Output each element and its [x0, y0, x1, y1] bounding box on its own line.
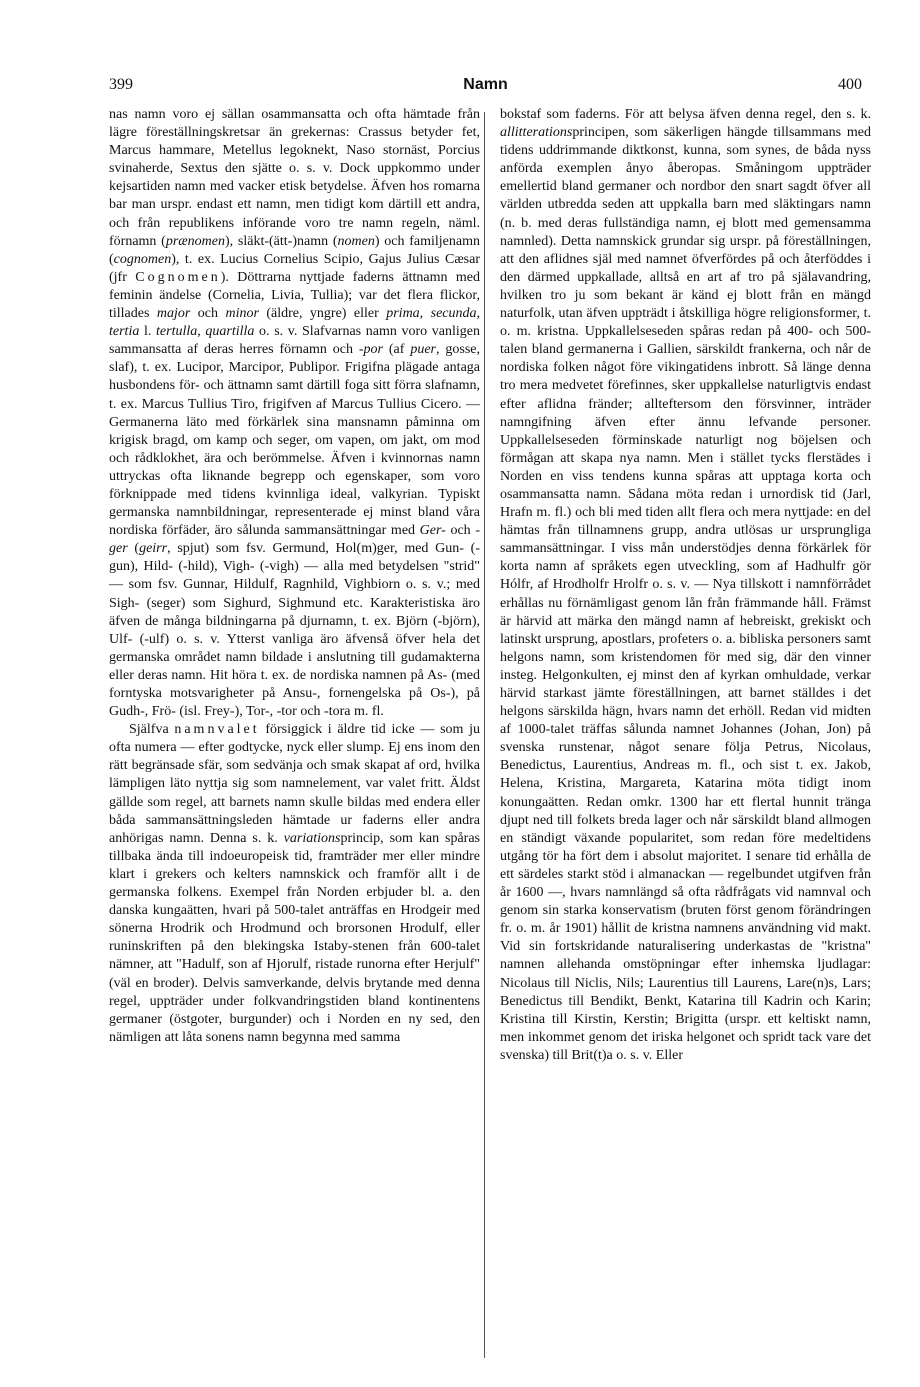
- term-italic: -por: [358, 342, 383, 358]
- running-title: Namn: [463, 76, 508, 93]
- text-run: ), släkt-(ätt-)namn (: [224, 233, 338, 249]
- text-run: och: [190, 306, 226, 322]
- text-run: och: [445, 523, 476, 539]
- term-italic: minor: [225, 306, 259, 322]
- term-italic: cognomen: [113, 251, 172, 267]
- page-number-left: 399: [109, 76, 133, 93]
- right-column: [500, 106, 871, 1065]
- cross-reference: Cognomen: [135, 269, 221, 285]
- paragraph: [109, 721, 480, 1047]
- term-italic: major: [156, 306, 191, 322]
- text-run: ), t. ex. Lucius Cornelius Scipio, Gajus Julius Cæsar (jfr: [109, 251, 480, 285]
- term-italic: nomen: [337, 233, 375, 249]
- text-run: Själfva: [129, 722, 175, 738]
- term-italic: prima, secunda, tertia: [109, 306, 481, 340]
- text-run: principen, som säkerligen hängde tillsammans med tidens uddrimmande diktkonst, kunna, som synes, de båda nyss anförda exemplen ånyo åberopas. Småningom uppträder emellertid bland germaner och nordbor den snart sagdt öfver all världen utbredda seden att uppkalla barn med släktingars namn (n. b. med deras fullständiga namn, ej blott med gemensamma namnled). Detta namnskick grundar sig urspr. på föreställningen, att den aflidnes själ med namnet öfverfördes på och återföddes i den därmed uppkallade, alltså en art af tro på själavandring, hvilken tro ju som bekant är känd ej blott från en mängd naturfolk, utan äfven uppträdt i åtskilliga högre religionsformer, t. o. m. kristna. Uppkallelseseden spåras redan på 400- och 500-talen bland germanerna i Gallien, särskildt frankerna, och når de nordiska folken något före vikingatidens inbrott. Så länge denna tro mera medvetet förefinnes, sker uppkallelse naturligtvis endast efter aflidna fränder; allteftersom den försvinner, inträder namngifning äfven efter ännu lefvande personer. Uppkallelseseden förminskade naturligt nog böjelsen och förmågan att skapa nya namn. Men i stället tycks flerstädes i Norden en viss tendens kunna spåras att upptaga korta och osammansatta namn. Sådana möta redan i urnordisk tid (Jarl, Hrafn m. fl.) och bli med tiden allt flera och mera nyttjade: en del hämtas från tillnamnens grupp, andra utlösas ur ursprungliga sammansättningar. I viss mån understödjes denna förkärlek för korta namn af språkets egen utveckling, som af Hadhulfr gör Hólfr, af Hrodholfr Hrolfr o. s. v. — Nya tillskott i namnförrådet erhållas nu förnämligast genom lån från främmande håll. Främst är härvid att märka den mängd namn af hebreiskt, grekiskt och latinskt ursprung, apostlars, profeters o. a. bibliska personers samt helgons namn, som kristendomen för med sig, där den vinner insteg. Helgonkulten, ej minst den af kyrkan omhuldade, verkar härvid starkast jämte föreställningen, att barnet ställdes i det helgons särskilda hägn, hvars namn det erhöll. Redan vid midten af 1000-talet träffas sålunda namnet Johannes (Johan, Jon) på svenska runstenar, något senare följa Petrus, Nicolaus, Benedictus, Laurentius, Andreas m. fl., och sist t. ex. Jakob, Helena, Kristina, Margareta, Katarina möta tidigt inom konungaätten. Redan omkr. 1300 har ett flertal hunnit tränga djupt ned till folkets breda lager och når särskildt bland allmogen en ständigt växande popularitet, som redan före medeltidens utgång tör ha fört dem i absolut majoritet. I senare tid erhålla de ett särdeles starkt stöd i almanackan — regelbundet utgifven från år 1600 —, hvars namnlängd så ofta rådfrågats vid namnval och genom sin starka konservatism (bruten först genom förändringen fr. o. m. år 1901) hållit de kristna namnens användning vid makt. Vid sin fortskridande naturalisering underkastas de "kristna" namnen allehanda omstöpningar efter inhemska ljudlagar: Nicolaus till Niclis, Nils; Laurentius till Laurens, Lare(n)s, Lars; Benedictus till Bendikt, Benkt, Katarina till Kadrin och Karin; Kristina till Kirstin, Kerstin; Brigitta (urspr. ett keltiskt namn, men inkommet genom det iriska helgonet och spridt tack vare det svenska) till Brit(t)a o. s. v. Eller: [500, 125, 871, 1063]
- term-italic: variations: [283, 830, 341, 846]
- text-run: ). Döttrarna nyttjade faderns ättnamn med feminin ändelse (Cornelia, Livia, Tullia); var det flera flickor, tillades: [109, 269, 480, 322]
- term-italic: geirr: [139, 541, 168, 557]
- left-column: [109, 106, 480, 1047]
- column-divider: [484, 112, 485, 1358]
- text-run: (äldre, yngre) eller: [258, 306, 387, 322]
- text-run: , spjut) som fsv. Germund, Hol(m)ger, med Gun- (-gun), Hild- (-hild), Vigh- (-vigh) — alla med betydelsen "strid" — som fsv. Gunnar, Hildulf, Ragnhild, Vighbiorn o. s. v.; med Sigh- (seger) som Sighurd, Sighmund etc. Karakteristiska äro äfven de många bildningarna på djurnamn, t. ex. Björn (-björn), Ulf- (-ulf) o. s. v. Ytterst vanliga äro äfvenså öfver hela det germanska området namn bildade i anslutning till gudamakterna eller deras namn. Hit höra t. ex. de nordiska namnen på As- (med forntyska motsvarigheter på Ansu-, fornengelska på Os-), på Gudh-, Frö- (isl. Frey-), Tor-, -tor och -tora m. fl.: [109, 541, 480, 720]
- term-italic: prænomen: [165, 233, 225, 249]
- page-number-right: 400: [838, 76, 862, 93]
- text-run: ) och familjenamn (: [109, 233, 480, 267]
- text-run: , gosse, slaf), t. ex. Lucipor, Marcipor, Publipor. Frigifna plägade antaga husbondens för- och ättnamn samt därtill foga sitt förra slafnamn, t. ex. Marcus Tullius Tiro, frigifven af Marcus Tullius Cicero. — Germanerna läto med förkärlek sina mansnamn påminna om krigisk bragd, om kamp och seger, om vapen, om jakt, om mod och rådklokhet, ära och berömmelse. Äfven i kvinnornas namn uttryckas ofta liknande begrepp och egenskaper, som voro förknippade med tidens kvinnliga ideal, valkyrian. Typiskt germanska namnbildningar, representerade ej minst bland våra nordiska förfäder, äro sålunda sammansättningar med: [109, 342, 480, 539]
- text-run: (af: [383, 342, 411, 358]
- term-italic: allitterations: [500, 125, 573, 141]
- term-italic: tertulla, quartilla: [156, 324, 255, 340]
- paragraph: [500, 106, 871, 1065]
- text-run: (: [127, 541, 140, 557]
- text-run: försiggick i äldre tid icke — som ju ofta numera — efter godtycke, nyck eller slump. Ej ens inom den rätt begränsade sfär, som sedvänja och smak skapat af ord, hvilka lämpligen läto nyttja sig som namnelement, var valet fritt. Äldst gällde som regel, att barnets namn skulle bildas med endera eller båda sammansättningsleden hämtade ur faderns eller andra anhörigas namn. Denna s. k.: [109, 722, 481, 846]
- term-italic: Ger-: [419, 523, 446, 539]
- term-italic: -ger: [109, 523, 480, 557]
- text-run: l.: [139, 324, 157, 340]
- text-run: bokstaf som faderns. För att belysa äfven denna regel, den s. k.: [500, 107, 871, 122]
- spaced-term: namnvalet: [174, 722, 260, 738]
- paragraph: [109, 106, 480, 721]
- text-run: princip, som kan spåras tillbaka ända till indoeuropeisk tid, framträder mer eller mindre klart i grekers och kelters namnskick och framför allt i de germanska folkens. Exempel från Norden erbjuder bl. a. den danska kungaätten, hvari på 500-talet anträffas en Hrodgeir med sönerna Hrodrik och Hrodmund och brorsonen Hrodulf, eller runinskriften på den blekingska Istaby-stenen från 600-talet nämner, att "Hadulf, son af Hjorulf, ristade runorna efter Herjulf" (väl en broder). Delvis samverkande, delvis brytande med denna regel, uppträder under folkvandringstiden bland kontinentens germaner (östgoter, burgunder) och i Norden en ny sed, den nämligen att låta sonens namn begynna med samma: [109, 830, 480, 1045]
- text-run: nas namn voro ej sällan osammansatta och ofta hämtade från lägre föreställningskretsar än grekernas: Crassus betyder fet, Marcus hammare, Metellus legoknekt, Naso stornäst, Porcius svinaherde, Sextus den sjätte o. s. v. Dock uppkommo under kejsartiden namn med vacker etisk betydelse. Äfven hos romarna bar man urspr. endast ett namn, men tidigt kom därtill ett andra, och från republikens införande voro tre namn regeln, näml. förnamn (: [109, 107, 480, 249]
- running-header: [109, 72, 862, 102]
- term-italic: puer: [410, 342, 436, 358]
- text-run: o. s. v. Slafvarnas namn voro vanligen sammansatta af deras herres förnamn och: [109, 324, 481, 358]
